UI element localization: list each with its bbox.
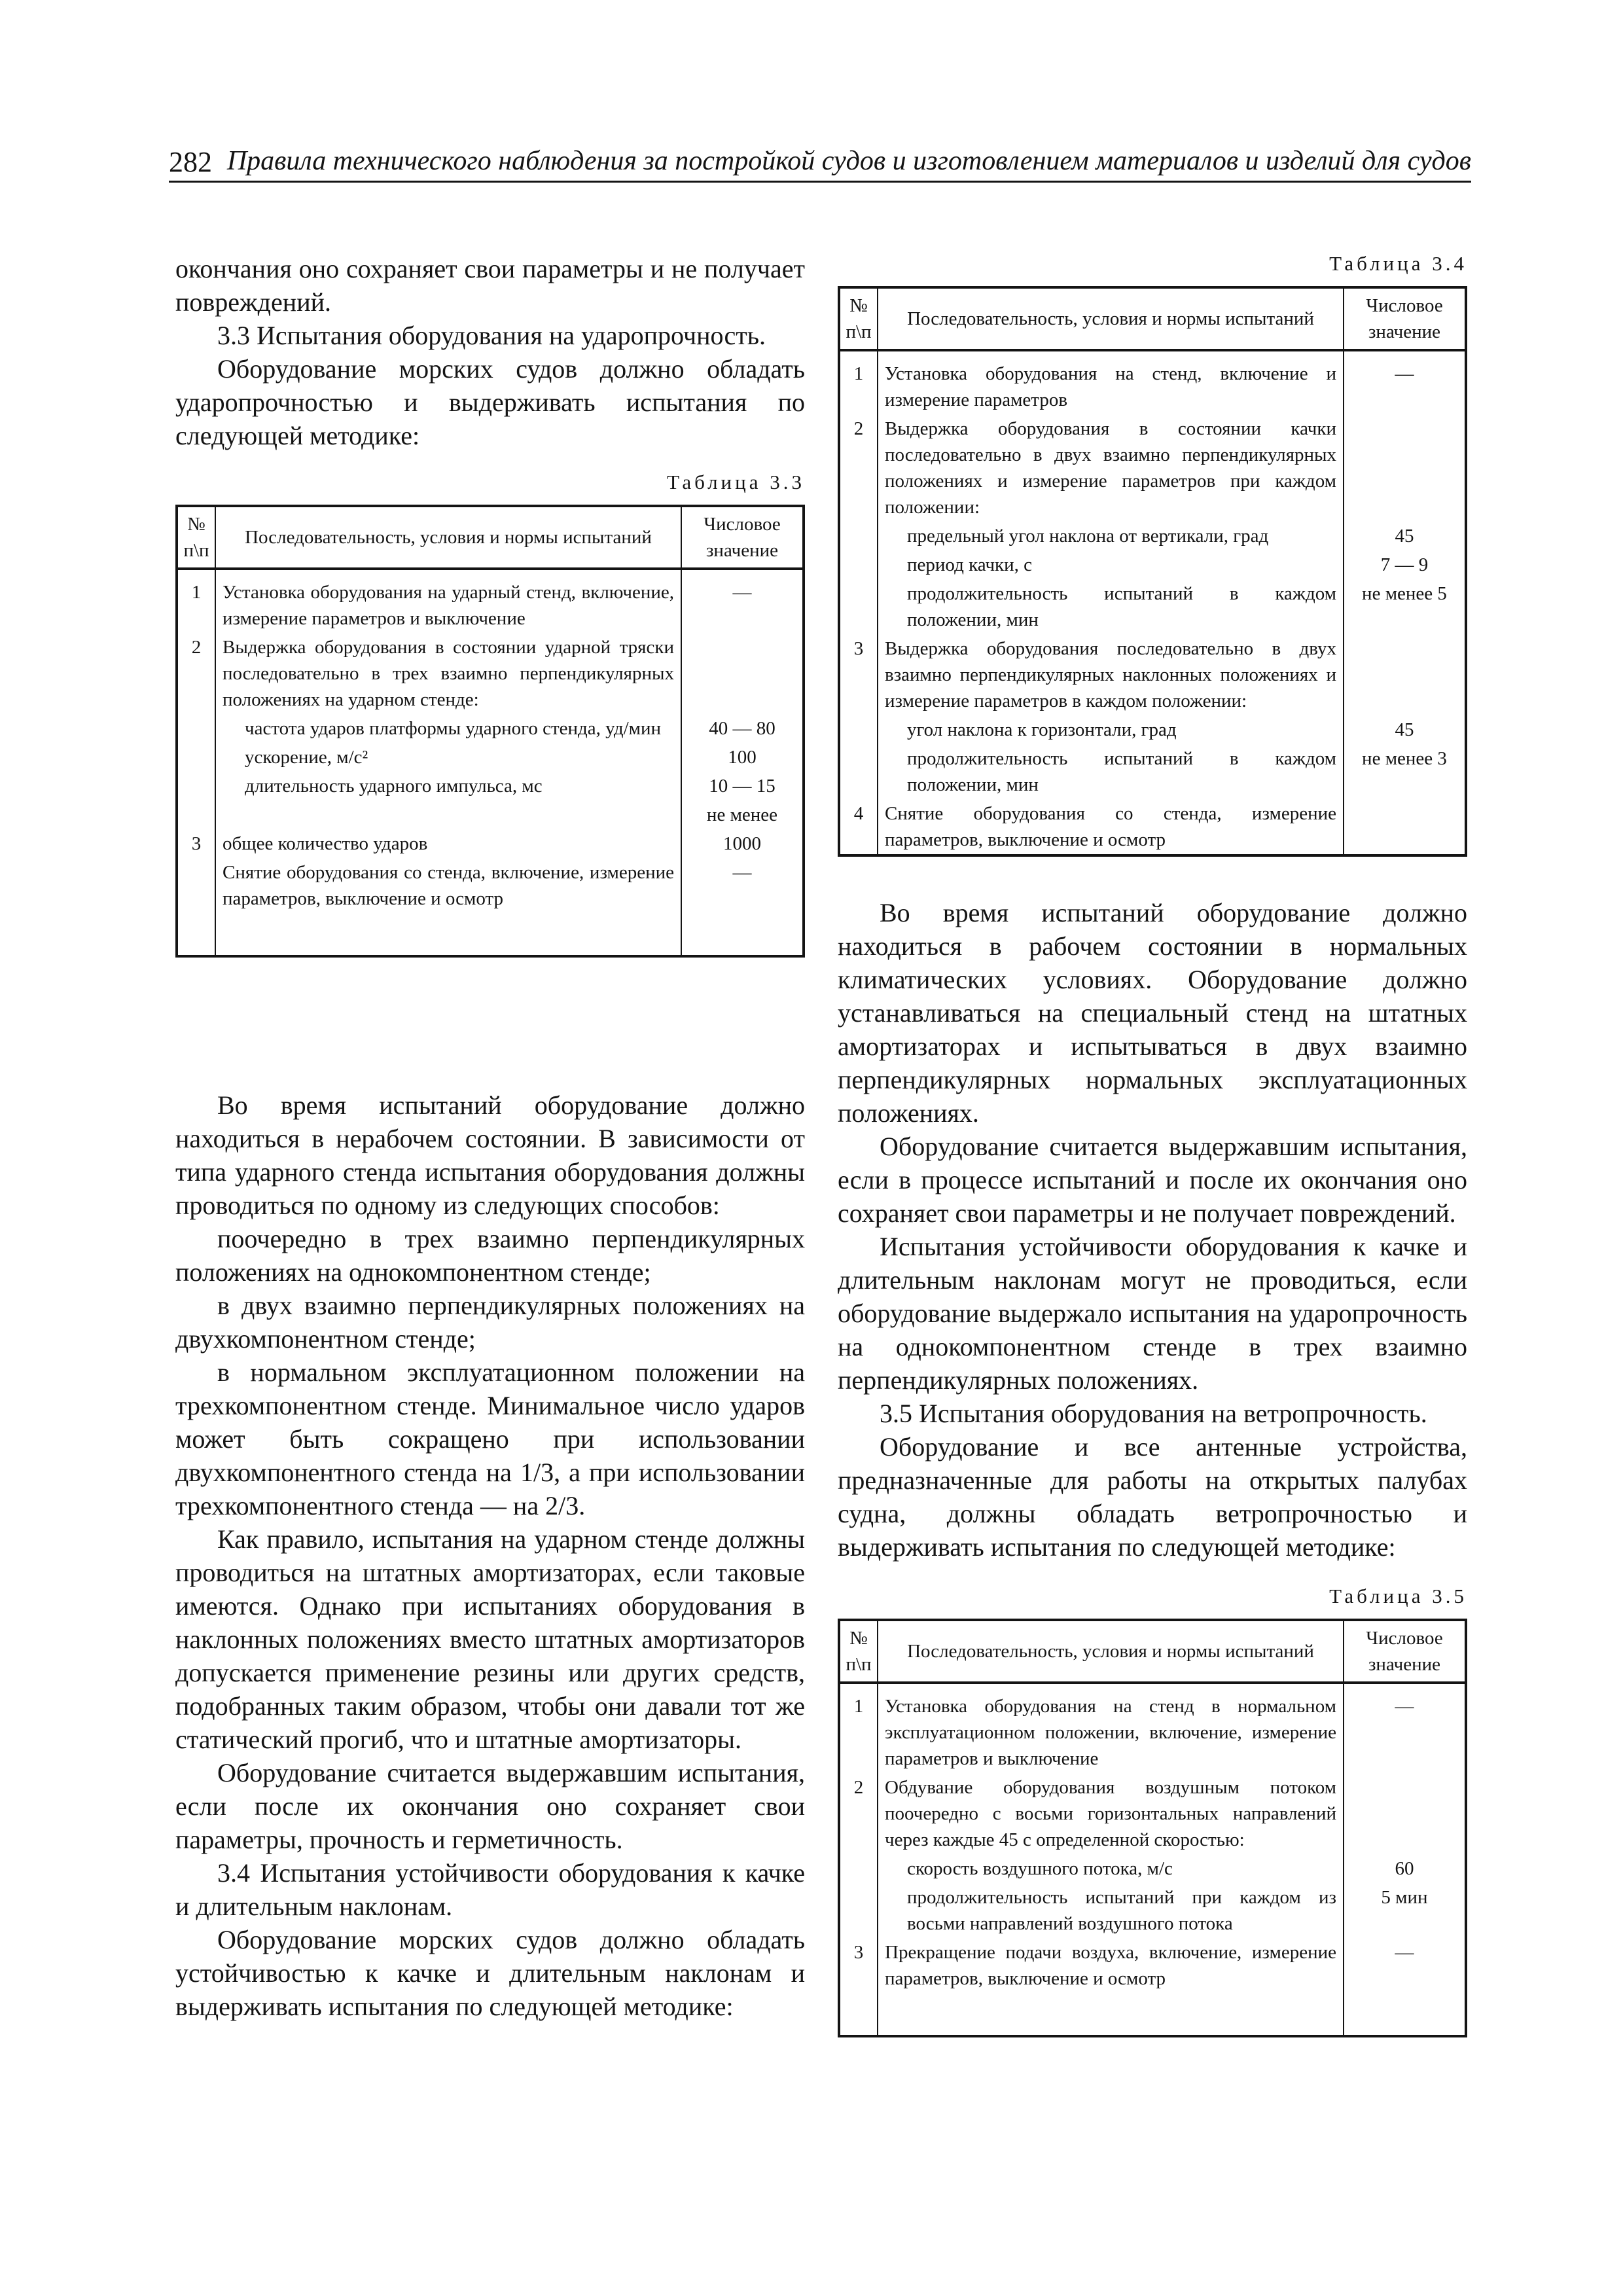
- row-description: Снятие оборудования со стенда, включение, измерение параметров, выключение и осмотр: [215, 858, 681, 913]
- row-value: 10 — 15: [681, 772, 804, 800]
- table-row: [839, 744, 1466, 799]
- section-title: Испытания оборудования на ударопрочность.: [257, 321, 766, 350]
- row-value: —: [1344, 350, 1466, 414]
- table-row: [177, 772, 804, 800]
- table-3-5: [838, 1619, 1467, 2037]
- paragraph: Испытания устойчивости оборудования к качке и длительным наклонам могут не проводиться, если оборудование выдержало испытания на ударопрочность на однокомпонентном стенде в трех взаимно перпендикулярных положениях.: [838, 1232, 1467, 1395]
- row-value: [1344, 634, 1466, 715]
- table-row: [177, 743, 804, 772]
- table-row: [839, 414, 1466, 522]
- row-description: Выдержка оборудования последовательно в двух взаимно перпендикулярных наклонных положениях и измерение параметров в каждом положении:: [878, 634, 1344, 715]
- row-number: [839, 579, 878, 634]
- row-number: [177, 714, 215, 743]
- row-description: Установка оборудования на стенд в нормальном эксплуатационном положении, включение, измерение параметров и выключение: [878, 1683, 1344, 1773]
- section-heading-3-3: [175, 319, 805, 352]
- row-number: 1: [839, 1683, 878, 1773]
- row-number: 4: [839, 799, 878, 855]
- table-header-row: [177, 506, 804, 569]
- column-header-description: Последовательность, условия и нормы испытаний: [215, 506, 681, 569]
- row-number: [177, 800, 215, 829]
- row-number: 1: [839, 350, 878, 414]
- row-description: длительность ударного импульса, мс: [215, 772, 681, 800]
- row-description: продолжительность испытаний в каждом положении, мин: [878, 744, 1344, 799]
- paragraph: Оборудование и все антенные устройства, предназначенные для работы на открытых палубах судна, должны обладать ветропрочностью и выдерживать испытания по следующей методике:: [838, 1432, 1467, 1562]
- section-number: 3.4: [217, 1858, 250, 1888]
- paragraph: поочередно в трех взаимно перпендикулярных положениях на однокомпонентном стенде;: [175, 1224, 805, 1287]
- section-number: 3.5: [880, 1399, 912, 1428]
- table-row: [177, 800, 804, 829]
- table-row: [839, 634, 1466, 715]
- paragraph: Оборудование считается выдержавшим испытания, если в процессе испытаний и после их окончания оно сохраняет свои параметры и не получает повреждений.: [838, 1132, 1467, 1228]
- left-column: [175, 252, 805, 2023]
- table-row: [177, 633, 804, 714]
- row-description: предельный угол наклона от вертикали, град: [878, 522, 1344, 550]
- row-description: продолжительность испытаний в каждом положении, мин: [878, 579, 1344, 634]
- table-row: [177, 913, 804, 956]
- header-rule: [169, 181, 1471, 183]
- row-description: Установка оборудования на ударный стенд, включение, измерение параметров и выключение: [215, 569, 681, 633]
- paragraph: Как правило, испытания на ударном стенде должны проводиться на штатных амортизаторах, если таковые имеются. Однако при испытаниях оборудования в наклонных положениях вместо штатных амортизаторов допускается применение резины или других средств, подобранных таким образом, чтобы они давали тот же статический прогиб, что и штатные амортизаторы.: [175, 1524, 805, 1754]
- right-column: [838, 252, 1467, 2037]
- row-value: не менее: [681, 800, 804, 829]
- row-description: Обдувание оборудования воздушным потоком поочередно с восьми горизонтальных направлений через каждые 45 с определенной скоростью:: [878, 1773, 1344, 1854]
- table-row: [839, 1854, 1466, 1883]
- row-value: 5 мин: [1344, 1883, 1466, 1938]
- row-number: [177, 858, 215, 913]
- row-number: 2: [839, 414, 878, 522]
- column-header-number: № п\п: [177, 506, 215, 569]
- column-header-description: Последовательность, условия и нормы испытаний: [878, 287, 1344, 350]
- row-value: [1344, 1773, 1466, 1854]
- row-number: 2: [177, 633, 215, 714]
- table-row: [839, 799, 1466, 855]
- row-value: не менее 5: [1344, 579, 1466, 634]
- row-number: 3: [177, 829, 215, 858]
- paragraph: в нормальном эксплуатационном положении на трехкомпонентном стенде. Минимальное число ударов может быть сокращено при использовании двухкомпонентного стенда на 1/3, а при использовании трехкомпонентного стенда — на 2/3.: [175, 1357, 805, 1520]
- row-value: 45: [1344, 715, 1466, 744]
- row-value: не менее 3: [1344, 744, 1466, 799]
- table-row: [839, 1938, 1466, 1993]
- paragraph: Во время испытаний оборудование должно находиться в нерабочем состоянии. В зависимости от типа ударного стенда испытания оборудования должны проводиться по одному из следующих способов:: [175, 1090, 805, 1220]
- table-row: [839, 715, 1466, 744]
- paragraph: Во время испытаний оборудование должно находиться в рабочем состоянии в нормальных климатических условиях. Оборудование должно устанавливаться на специальный стенд на штатных амортизаторах и испытываться в двух взаимно перпендикулярных нормальных эксплуатационных положениях.: [838, 898, 1467, 1128]
- row-description: Снятие оборудования со стенда, измерение параметров, выключение и осмотр: [878, 799, 1344, 855]
- table-row: [839, 579, 1466, 634]
- row-number: 3: [839, 634, 878, 715]
- row-value: 7 — 9: [1344, 550, 1466, 579]
- table-row: [839, 522, 1466, 550]
- section-number: 3.3: [217, 321, 250, 350]
- row-number: [839, 522, 878, 550]
- row-description: Прекращение подачи воздуха, включение, измерение параметров, выключение и осмотр: [878, 1938, 1344, 1993]
- row-number: 3: [839, 1938, 878, 1993]
- table-header-row: [839, 1620, 1466, 1683]
- table-row: [177, 714, 804, 743]
- page-number: 282: [169, 146, 212, 178]
- row-value: [681, 633, 804, 714]
- paragraph: в двух взаимно перпендикулярных положениях на двухкомпонентном стенде;: [175, 1291, 805, 1354]
- row-value: 60: [1344, 1854, 1466, 1883]
- table-header-row: [839, 287, 1466, 350]
- row-value: 1000: [681, 829, 804, 858]
- row-description: [215, 800, 681, 829]
- section-title: Испытания оборудования на ветропрочность.: [919, 1399, 1427, 1428]
- row-value: 45: [1344, 522, 1466, 550]
- column-header-number: № п\п: [839, 287, 878, 350]
- table-row: [177, 569, 804, 633]
- paragraph: окончания оно сохраняет свои параметры и не получает повреждений.: [175, 254, 805, 317]
- row-value: —: [681, 569, 804, 633]
- row-description: продолжительность испытаний при каждом из восьми направлений воздушного потока: [878, 1883, 1344, 1938]
- row-number: 2: [839, 1773, 878, 1854]
- row-description: скорость воздушного потока, м/с: [878, 1854, 1344, 1883]
- row-number: [839, 1883, 878, 1938]
- paragraph: Оборудование морских судов должно обладать устойчивостью к качке и длительным наклонам и выдерживать испытания по следующей методике:: [175, 1925, 805, 2021]
- table-row: [839, 1883, 1466, 1938]
- table-3-3-title: Таблица 3.3: [667, 471, 805, 493]
- running-title: Правила технического наблюдения за постройкой судов и изготовлением материалов и изделий для судов: [226, 146, 1471, 176]
- row-number: 1: [177, 569, 215, 633]
- row-description: Выдержка оборудования в состоянии качки последовательно в двух взаимно перпендикулярных положениях и измерение параметров при каждом положении:: [878, 414, 1344, 522]
- column-header-number: № п\п: [839, 1620, 878, 1683]
- table-3-3: [175, 505, 805, 958]
- row-value: 40 — 80: [681, 714, 804, 743]
- page-header: [169, 139, 1471, 185]
- column-header-value: Числовое значение: [1344, 287, 1466, 350]
- column-header-description: Последовательность, условия и нормы испытаний: [878, 1620, 1344, 1683]
- row-description: период качки, с: [878, 550, 1344, 579]
- table-row: [839, 350, 1466, 414]
- table-row: [839, 1993, 1466, 2036]
- row-number: [839, 1854, 878, 1883]
- row-description: угол наклона к горизонтали, град: [878, 715, 1344, 744]
- table-3-5-title: Таблица 3.5: [1329, 1585, 1467, 1607]
- row-number: [839, 715, 878, 744]
- table-row: [839, 1773, 1466, 1854]
- table-row: [177, 858, 804, 913]
- row-number: [839, 744, 878, 799]
- column-header-value: Числовое значение: [681, 506, 804, 569]
- table-row: [839, 550, 1466, 579]
- row-description: ускорение, м/с²: [215, 743, 681, 772]
- row-value: —: [681, 858, 804, 913]
- paragraph: Оборудование считается выдержавшим испытания, если после их окончания оно сохраняет свои параметры, прочность и герметичность.: [175, 1758, 805, 1854]
- section-heading-3-5: [838, 1397, 1467, 1430]
- row-number: [177, 772, 215, 800]
- table-3-4: [838, 286, 1467, 857]
- column-header-value: Числовое значение: [1344, 1620, 1466, 1683]
- row-value: —: [1344, 1683, 1466, 1773]
- row-description: частота ударов платформы ударного стенда, уд/мин: [215, 714, 681, 743]
- section-heading-3-4: [175, 1856, 805, 1923]
- paragraph: Оборудование морских судов должно обладать ударопрочностью и выдерживать испытания по следующей методике:: [175, 354, 805, 450]
- row-value: [1344, 799, 1466, 855]
- row-description: Установка оборудования на стенд, включение и измерение параметров: [878, 350, 1344, 414]
- row-value: —: [1344, 1938, 1466, 1993]
- row-description: общее количество ударов: [215, 829, 681, 858]
- table-3-4-title: Таблица 3.4: [1329, 252, 1467, 275]
- table-row: [839, 1683, 1466, 1773]
- row-description: Выдержка оборудования в состоянии ударной тряски последовательно в трех взаимно перпендикулярных положениях на ударном стенде:: [215, 633, 681, 714]
- table-row: [177, 829, 804, 858]
- section-title: Испытания устойчивости оборудования к качке и длительным наклонам.: [175, 1858, 805, 1921]
- row-value: 100: [681, 743, 804, 772]
- row-number: [839, 550, 878, 579]
- row-number: [177, 743, 215, 772]
- row-value: [1344, 414, 1466, 522]
